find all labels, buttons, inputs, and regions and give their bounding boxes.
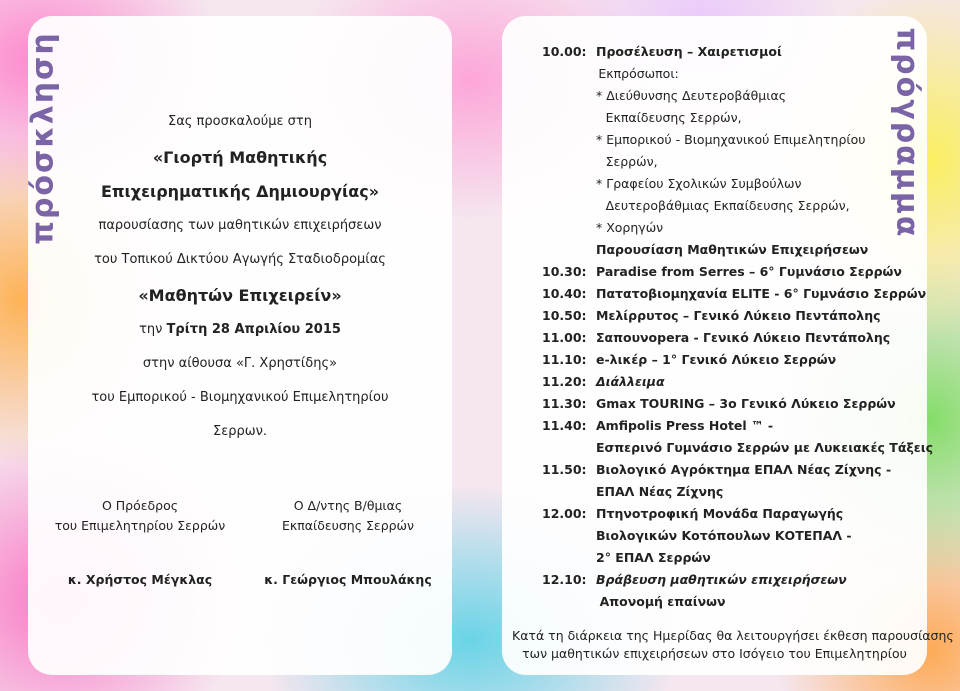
program-time: 10.40:: [542, 286, 587, 301]
signature-role: Ο Πρόεδρος: [101, 498, 179, 513]
event-title-line-1: «Γιορτή Μαθητικής: [152, 148, 328, 167]
program-text: Εκπαίδευσης Σερρών,: [605, 110, 742, 125]
program-text: Απονομή επαίνων: [599, 594, 726, 609]
program-time: 10.50:: [542, 308, 587, 323]
program-text: Μελίρρυτος – Γενικό Λύκειο Πεντάπολης: [596, 308, 881, 323]
program-time: 11.30:: [542, 396, 587, 411]
program-footer: [512, 627, 954, 663]
signature-name: κ. Γεώργιος Μπουλάκης: [264, 572, 432, 587]
invitation-line: του Τοπικού Δικτύου Αγωγής Σταδιοδρομίας: [94, 252, 386, 267]
program-text: Εσπερινό Γυμνάσιο Σερρών με Λυκειακές Τάξεις: [596, 440, 934, 455]
program-text: Προσέλευση – Χαιρετισμοί: [596, 44, 782, 59]
invitation-line: Σας προσκαλούμε στη: [168, 114, 312, 129]
program-text: * Γραφείου Σχολικών Συμβούλων: [596, 176, 802, 191]
date-prefix: την: [139, 322, 167, 337]
program-time: 10.30:: [542, 264, 587, 279]
program-text: Διάλλειμα: [596, 374, 665, 389]
network-name: «Μαθητών Επιχειρείν»: [138, 286, 342, 305]
program-text: Παρουσίαση Μαθητικών Επιχειρήσεων: [596, 242, 869, 257]
program-text: * Εμπορικού - Βιομηχανικού Επιμελητηρίου: [596, 132, 866, 147]
program-text: Amfipolis Press Hotel ™ -: [596, 418, 774, 433]
program-text: Gmax TOURING – 3ο Γενικό Λύκειο Σερρών: [596, 396, 896, 411]
program-text: Βιολογικό Αγρόκτημα ΕΠΑΛ Νέας Ζίχνης -: [596, 462, 892, 477]
program-text: * Χορηγών: [596, 220, 664, 235]
program-text: Εκπρόσωποι:: [598, 66, 679, 81]
program-text: Σαπουνοpera - Γενικό Λύκειο Πεντάπολης: [596, 330, 891, 345]
signature-role: Εκπαίδευσης Σερρών: [281, 518, 415, 533]
event-venue: στην αίθουσα «Γ. Χρηστίδης»: [142, 356, 338, 371]
signature-president: [50, 496, 230, 590]
event-date-line: [60, 322, 420, 338]
program-time: 11.40:: [542, 418, 587, 433]
signature-director: [258, 496, 438, 590]
program-time: 12.10:: [542, 572, 587, 587]
footer-line: των μαθητικών επιχειρήσεων στο Ισόγειο του Επιμελητηρίου: [522, 646, 907, 661]
signature-name: κ. Χρήστος Μέγκλας: [67, 572, 213, 587]
program-time: 12.00:: [542, 506, 587, 521]
invitation-vertical-title: πρόσκληση: [25, 31, 61, 245]
program-text: Δευτεροβάθμιας Εκπαίδευσης Σερρών,: [605, 198, 850, 213]
program-text: Σερρών,: [605, 154, 658, 169]
program-text: Paradise from Serres – 6° Γυμνάσιο Σερρών: [596, 264, 902, 279]
event-title-line-2: Επιχειρηματικής Δημιουργίας»: [100, 182, 380, 201]
chamber-line: του Εμπορικού - Βιομηχανικού Επιμελητηρίου: [91, 390, 389, 405]
program-vertical-title: πρόγραμμα: [889, 27, 925, 239]
invitation-line: παρουσίασης των μαθητικών επιχειρήσεων: [98, 218, 382, 233]
event-date: Τρίτη 28 Απριλίου 2015: [166, 322, 341, 337]
program-text: e-λικέρ – 1° Γενικό Λύκειο Σερρών: [596, 352, 837, 367]
program-text: 2° ΕΠΑΛ Σερρών: [596, 550, 711, 565]
program-text: ΕΠΑΛ Νέας Ζίχνης: [596, 484, 724, 499]
program-time: 10.00:: [542, 44, 587, 59]
program-time: 11.00:: [542, 330, 587, 345]
signature-role: Ο Δ/ντης Β/θμιας: [293, 498, 403, 513]
signature-role: του Επιμελητηρίου Σερρών: [54, 518, 226, 533]
footer-line: Κατά τη διάρκεια της Ημερίδας θα λειτουργήσει έκθεση παρουσίασης: [512, 628, 954, 643]
program-text: Πτηνοτροφική Μονάδα Παραγωγής: [596, 506, 844, 521]
program-text: Βράβευση μαθητικών επιχειρήσεων: [596, 572, 847, 587]
program-time: 11.50:: [542, 462, 587, 477]
program-text: Πατατοβιομηχανία ELITE - 6° Γυμνάσιο Σερρών: [596, 286, 927, 301]
chamber-line: Σερρων.: [212, 424, 268, 439]
program-time: 11.10:: [542, 352, 587, 367]
program-text: * Διεύθυνσης Δευτεροβάθμιας: [596, 88, 787, 103]
program-time: 11.20:: [542, 374, 587, 389]
program-text: Βιολογικών Κοτόπουλων ΚΟΤΕΠΑΛ -: [596, 528, 852, 543]
